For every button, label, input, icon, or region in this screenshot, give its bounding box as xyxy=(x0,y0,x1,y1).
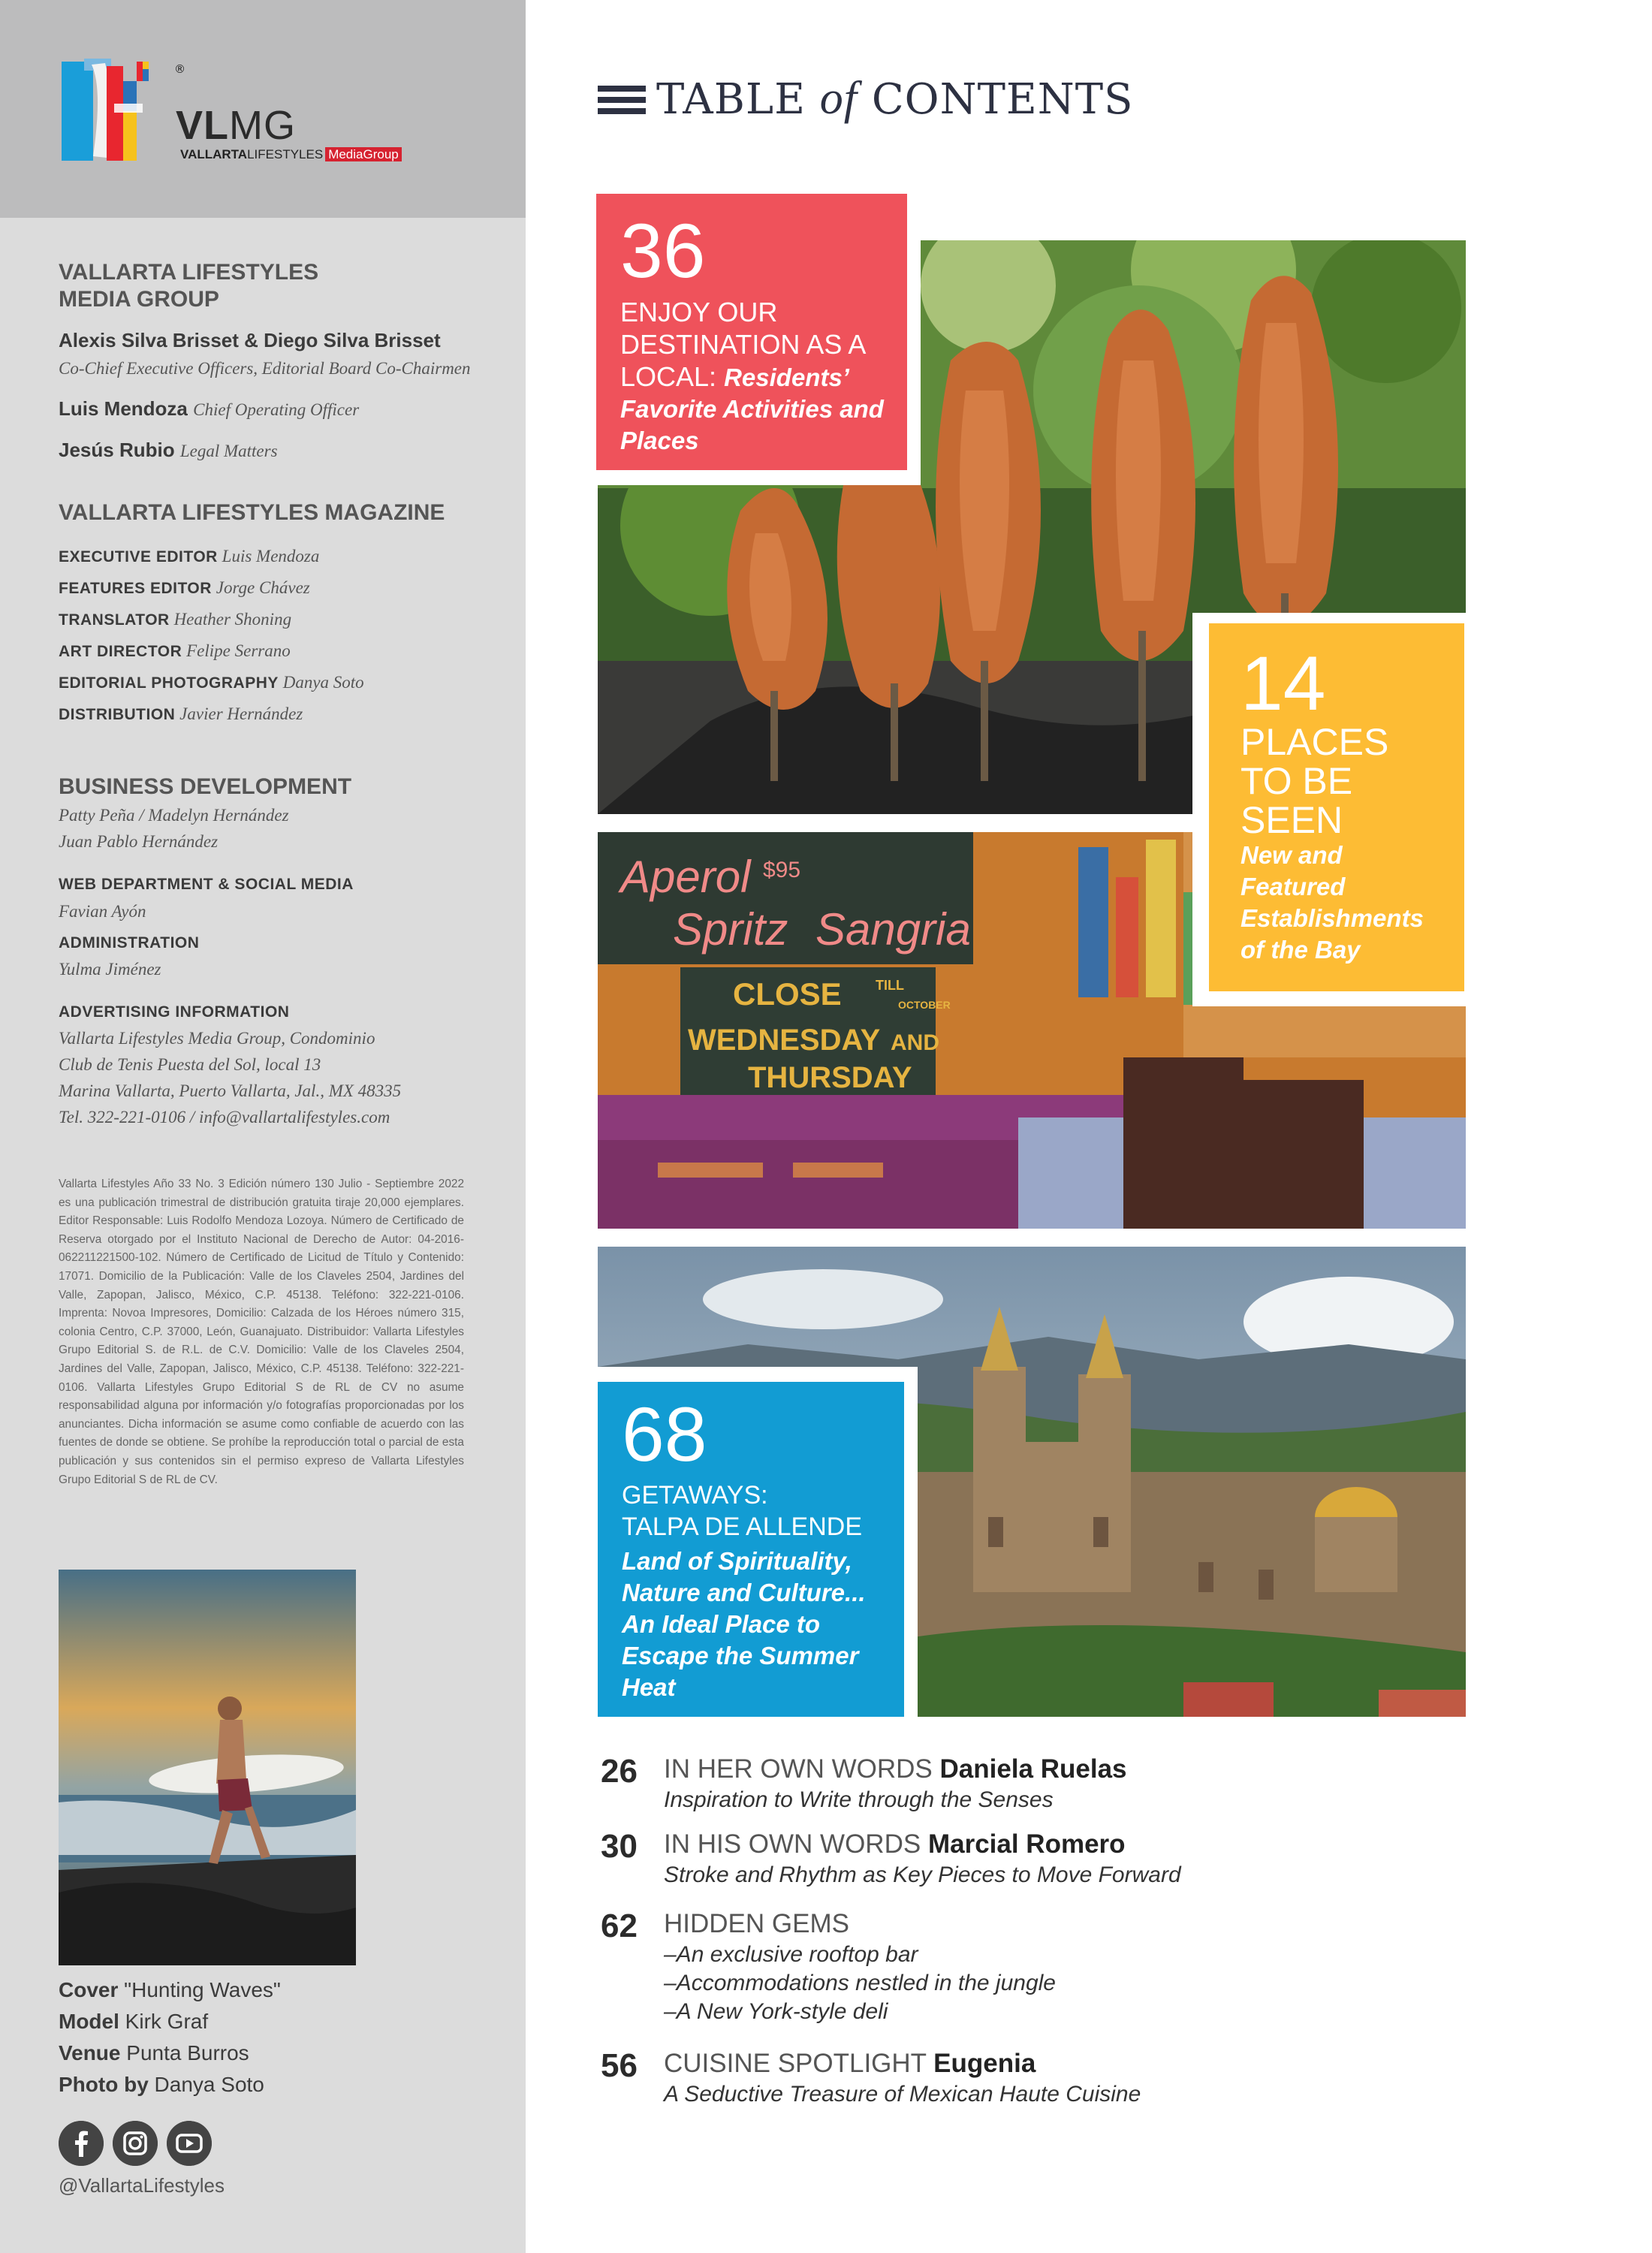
entry-page-number: 26 xyxy=(601,1753,638,1790)
feature-subtitle-line: Land of Spirituality, xyxy=(622,1547,852,1575)
entry-name: Daniela Ruelas xyxy=(939,1754,1127,1784)
entry-subtitle: Inspiration to Write through the Senses xyxy=(664,1787,1054,1812)
cover-credit-value: Punta Burros xyxy=(126,2041,249,2064)
group-title xyxy=(59,259,318,313)
logo-sub-bold: VALLARTA xyxy=(180,147,248,161)
exec-name: Jesús Rubio xyxy=(59,439,175,461)
feature-heading-line: TALPA DE ALLENDE xyxy=(622,1513,862,1541)
feature-heading xyxy=(620,296,907,394)
web-title: WEB DEPARTMENT & SOCIAL MEDIA xyxy=(59,876,354,893)
bizdev-line: Juan Pablo Hernández xyxy=(59,832,219,851)
entry-section: IN HIS OWN WORDS xyxy=(664,1829,921,1859)
legal-text: Vallarta Lifestyles Año 33 No. 3 Edición número 130 Julio - Septiembre 2022 es una publicación trimestral de distribución gratuita tiraje 20,000 ejemplares. Editor Responsable: Luis Rodolfo Mendoza Lozoya. Número de Certificado de Reserva otorgado por el Instituto Nacional de Derecho de Autor: 04-2016-062211221500-102. Número de Certificado de Licitud de Título y Contenido: 17071. Domicilio de la Publicación: Valle de los Claveles 2504, Jardines del Valle, Zapopan, Jalisco, México, C.P. 45138. Teléfono: 322-221-0106. Imprenta: Novoa Impresores, Domicilio: Calzada de los Héroes número 315, colonia Centro, C.P. 37000, León, Guanajuato. Distribuidor: Vallarta Lifestyles Grupo Editorial S. de R.L. de C.V. Domicilio: Valle de los Claveles 2504, Jardines del Valle, Zapopan, Jalisco, México, C.P. 45138. Teléfono: 322-221-0106. Vallarta Lifestyles Grupo Editorial S de RL de CV no asume responsabilidad alguna por información y/o fotografías proporcionadas por los anunciantes. Dicha información se asume como confiable de acuerdo con las fuentes de donde se obtiene. Se prohíbe la reproducción total o parcial de esta publicación y sus contenidos sin el permiso expreso de Vallarta Lifestyles Grupo Editorial S de RL de CV. xyxy=(59,1178,464,1486)
feature-subtitle-line: An Ideal Place to xyxy=(622,1610,821,1638)
feature-subtitle-line: Escape the Summer xyxy=(622,1642,859,1669)
feature-subtitle-line: New and xyxy=(1241,841,1343,869)
cover-credit-label: Venue xyxy=(59,2041,121,2064)
entry-heading xyxy=(664,1909,849,1939)
ad-line: Marina Vallarta, Puerto Vallarta, Jal., MX 48335 xyxy=(59,1081,402,1100)
sidebar-logo-band xyxy=(0,0,526,218)
toc-entry-30[interactable] xyxy=(601,1828,1502,1888)
ad-title: ADVERTISING INFORMATION xyxy=(59,1003,290,1021)
cover-credit-value: Danya Soto xyxy=(154,2073,264,2096)
feature-heading-line: TO BE xyxy=(1241,760,1353,802)
credit-row xyxy=(59,547,319,566)
entry-heading xyxy=(664,1754,1127,1784)
menu-lines-icon xyxy=(598,86,646,116)
feature-heading xyxy=(622,1479,904,1543)
vlmg-logo-mark xyxy=(62,59,174,164)
exec-name: Alexis Silva Brisset & Diego Silva Brisset xyxy=(59,329,441,351)
entry-subtitle: –Accommodations nestled in the jungle xyxy=(664,1971,1056,1995)
instagram-icon[interactable] xyxy=(113,2121,158,2166)
credit-value: Luis Mendoza xyxy=(222,547,320,566)
entry-page-number: 56 xyxy=(601,2047,638,2084)
feature-subtitle-inline: Residents’ xyxy=(724,363,849,391)
exec-role: Legal Matters xyxy=(179,442,278,460)
admin-name: Yulma Jiménez xyxy=(59,960,161,979)
toc-entry-56[interactable] xyxy=(601,2047,1502,2107)
bizdev-line: Patty Peña / Madelyn Hernández xyxy=(59,806,289,825)
group-title-line-2: MEDIA GROUP xyxy=(59,287,219,312)
entry-section: HIDDEN GEMS xyxy=(664,1909,849,1938)
credit-label: EXECUTIVE EDITOR xyxy=(59,548,218,566)
logo-wordmark xyxy=(176,102,296,149)
entry-name: Marcial Romero xyxy=(927,1829,1126,1859)
credit-row xyxy=(59,578,310,598)
cover-credit-value: Kirk Graf xyxy=(125,2010,209,2033)
registered-mark: ® xyxy=(174,62,185,76)
feature-heading-line: SEEN xyxy=(1241,799,1343,841)
logo-sub-normal: LIFESTYLES xyxy=(247,147,324,161)
feature-heading-line xyxy=(620,360,907,394)
sign-aperol: Aperol xyxy=(620,852,751,902)
feature-card-36[interactable] xyxy=(596,194,907,470)
exec-1-role: Co-Chief Executive Officers, Editorial Board Co-Chairmen xyxy=(59,359,471,378)
admin-title: ADMINISTRATION xyxy=(59,934,200,952)
entry-page-number: 62 xyxy=(601,1908,638,1944)
cover-credit xyxy=(59,2041,249,2065)
feature-heading-line: GETAWAYS: xyxy=(622,1481,768,1510)
entry-heading xyxy=(664,2049,1036,2079)
credit-value: Heather Shoning xyxy=(173,610,292,629)
credit-value: Jorge Chávez xyxy=(216,578,310,597)
credit-label: ART DIRECTOR xyxy=(59,643,182,660)
exec-name: Luis Mendoza xyxy=(59,397,188,420)
title-word-contents: CONTENTS xyxy=(871,75,1134,124)
page-title xyxy=(656,72,1134,125)
feature-subtitle-line: Places xyxy=(620,427,699,454)
exec-2 xyxy=(59,397,359,421)
cover-credit-value: "Hunting Waves" xyxy=(124,1978,281,2001)
sign-price: $95 xyxy=(763,858,801,882)
logo-mg: MG xyxy=(229,103,297,148)
sign-sangria: Sangria xyxy=(815,904,971,955)
ad-line: Tel. 322-221-0106 / info@vallartalifestyles.com xyxy=(59,1108,390,1126)
cover-credit-label: Model xyxy=(59,2010,119,2033)
credit-value: Danya Soto xyxy=(282,673,364,692)
sign-spritz: Spritz xyxy=(673,904,788,955)
feature-page-number: 68 xyxy=(622,1392,707,1477)
bizdev-title: BUSINESS DEVELOPMENT xyxy=(59,774,352,799)
sign-and: AND xyxy=(891,1030,939,1055)
sign-till: TILL xyxy=(876,978,904,993)
cover-credit xyxy=(59,1978,281,2002)
feature-subtitle-line: Nature and Culture... xyxy=(622,1579,866,1606)
exec-1 xyxy=(59,329,441,352)
feature-subtitle-line: Favorite Activities and xyxy=(620,395,884,423)
entry-subtitle: –An exclusive rooftop bar xyxy=(664,1942,918,1967)
feature-subtitle-line: Heat xyxy=(622,1673,676,1701)
sign-october: OCTOBER xyxy=(898,999,951,1011)
feature-heading-line: PLACES xyxy=(1241,721,1389,763)
sign-thursday: THURSDAY xyxy=(748,1061,912,1094)
sign-wednesday: WEDNESDAY xyxy=(688,1024,881,1057)
credit-label: FEATURES EDITOR xyxy=(59,580,212,597)
ad-line: Vallarta Lifestyles Media Group, Condominio xyxy=(59,1029,375,1048)
feature-page-number: 36 xyxy=(620,208,706,294)
youtube-icon[interactable] xyxy=(167,2121,212,2166)
logo-subtitle xyxy=(180,147,402,162)
vlmg-logo xyxy=(62,59,407,171)
logo-mediagroup-tag: MediaGroup xyxy=(325,147,402,161)
cover-credit xyxy=(59,2010,208,2034)
group-title-line-1: VALLARTA LIFESTYLES xyxy=(59,260,319,285)
feature-subtitle-line: Featured xyxy=(1241,873,1346,900)
exec-role: Chief Operating Officer xyxy=(193,400,360,419)
credit-value: Felipe Serrano xyxy=(186,641,291,660)
entry-section: CUISINE SPOTLIGHT xyxy=(664,2049,927,2078)
ad-line: Club de Tenis Puesta del Sol, local 13 xyxy=(59,1055,321,1074)
feature-subtitle-line: Establishments xyxy=(1241,904,1424,932)
feature-heading-line: ENJOY OUR xyxy=(620,297,778,327)
facebook-icon[interactable] xyxy=(59,2121,104,2166)
title-word-of: of xyxy=(819,73,858,124)
feature-heading xyxy=(1241,722,1464,840)
feature-card-68[interactable] xyxy=(598,1382,904,1717)
exec-3 xyxy=(59,439,278,462)
credit-row xyxy=(59,704,303,724)
entry-section: IN HER OWN WORDS xyxy=(664,1754,933,1784)
logo-vl: VL xyxy=(176,103,230,148)
feature-heading-text: LOCAL: xyxy=(620,361,717,392)
magazine-title: VALLARTA LIFESTYLES MAGAZINE xyxy=(59,500,445,525)
credit-value: Javier Hernández xyxy=(179,704,303,723)
credit-row xyxy=(59,673,364,692)
entry-name: Eugenia xyxy=(933,2049,1036,2078)
credit-label: TRANSLATOR xyxy=(59,611,170,629)
entry-subtitle: Stroke and Rhythm as Key Pieces to Move Forward xyxy=(664,1862,1181,1887)
web-name: Favian Ayón xyxy=(59,902,146,921)
cover-photo xyxy=(59,1570,356,1965)
feature-card-14[interactable] xyxy=(1209,623,1464,991)
entry-page-number: 30 xyxy=(601,1828,638,1865)
title-word-table: TABLE xyxy=(656,75,806,124)
credit-row xyxy=(59,641,291,661)
credit-row xyxy=(59,610,291,629)
credit-label: EDITORIAL PHOTOGRAPHY xyxy=(59,674,279,692)
toc-entry-62[interactable] xyxy=(601,1908,1502,2028)
cover-credit-label: Photo by xyxy=(59,2073,149,2096)
feature-page-number: 14 xyxy=(1241,641,1326,726)
credit-label: DISTRIBUTION xyxy=(59,706,176,723)
toc-entry-26[interactable] xyxy=(601,1753,1502,1813)
entry-heading xyxy=(664,1829,1126,1859)
cover-credit xyxy=(59,2073,264,2097)
sign-close: CLOSE xyxy=(733,976,842,1012)
entry-subtitle: –A New York-style deli xyxy=(664,1999,888,2024)
entry-subtitle: A Seductive Treasure of Mexican Haute Cuisine xyxy=(664,2082,1141,2107)
social-handle[interactable]: @VallartaLifestyles xyxy=(59,2174,225,2197)
cover-credit-label: Cover xyxy=(59,1978,119,2001)
feature-subtitle-line: of the Bay xyxy=(1241,936,1361,964)
sidebar xyxy=(0,0,526,2253)
feature-heading-line: DESTINATION AS A xyxy=(620,329,867,360)
